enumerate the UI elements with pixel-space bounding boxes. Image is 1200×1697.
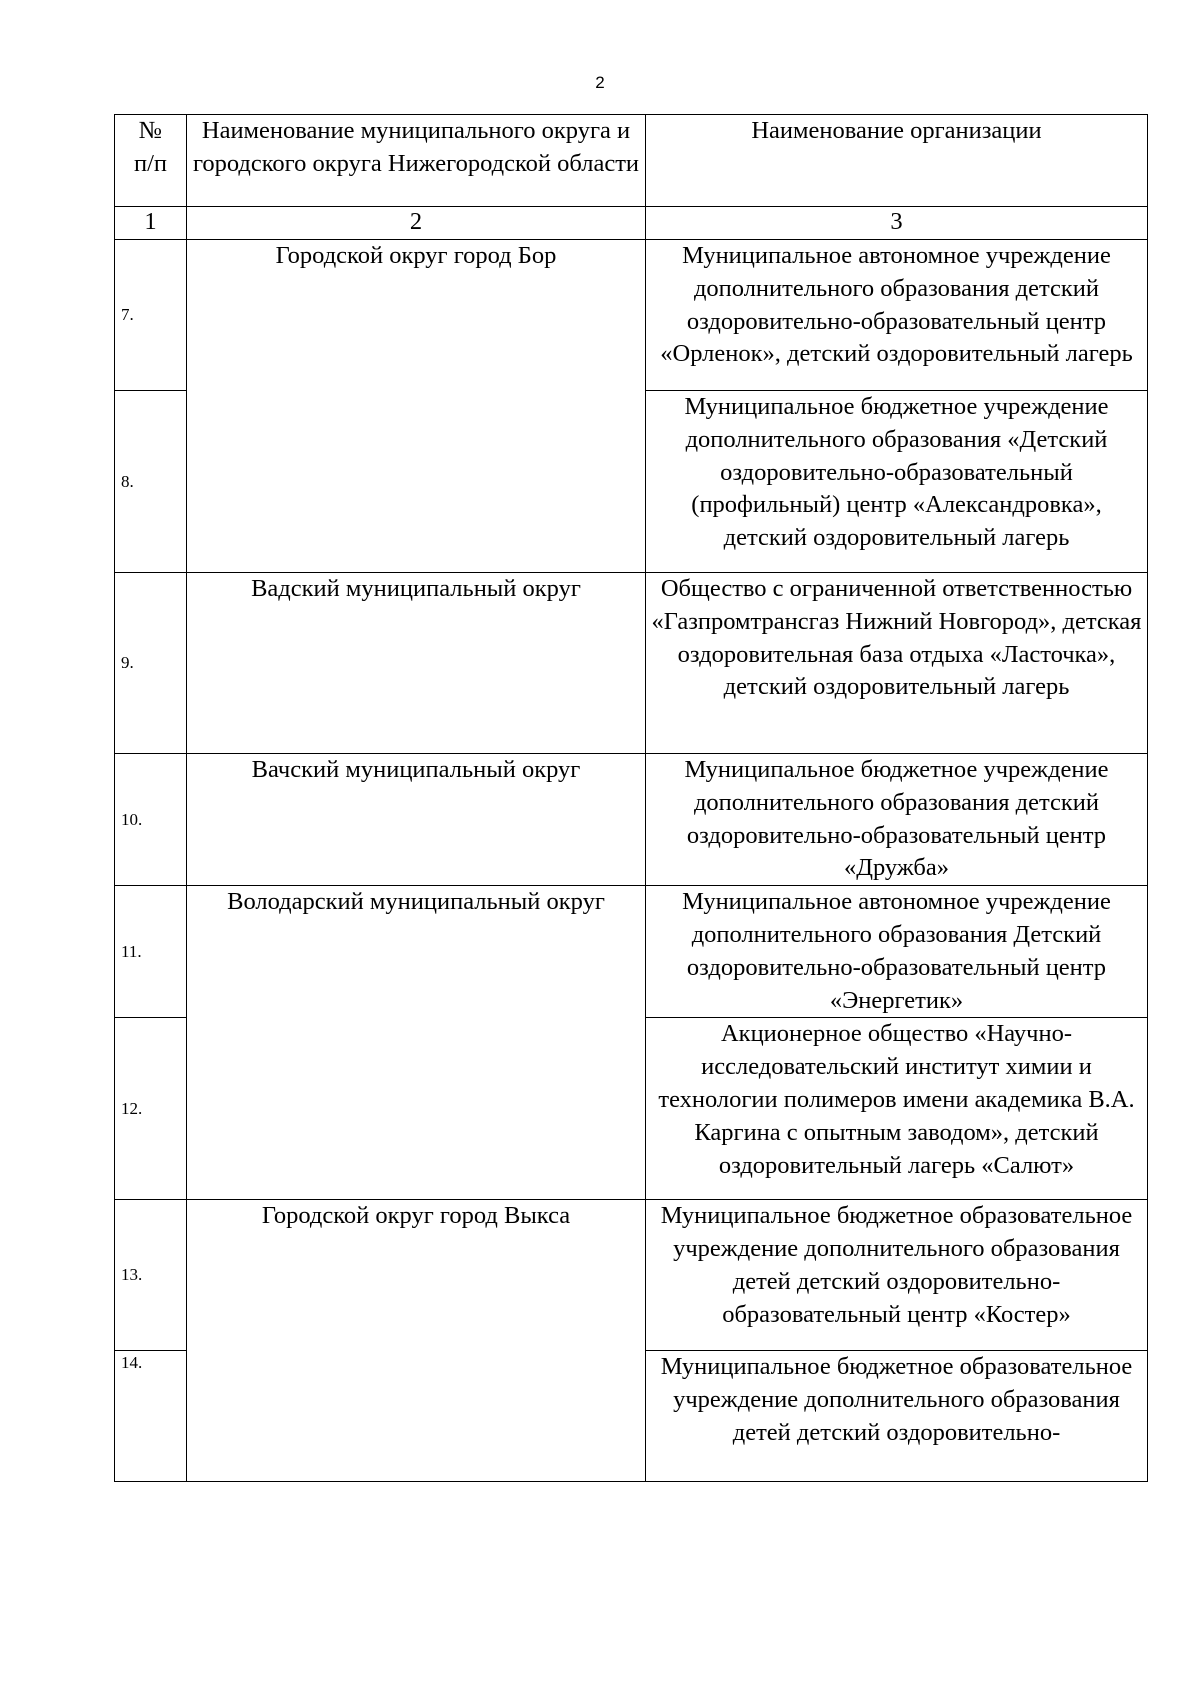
organization-cell: Акционерное общество «Научно-исследовательский институт химии и технологии полимеров имени академика В.А. Каргина с опытным заводом», детский оздоровительный лагерь «Салют» [646, 1018, 1148, 1200]
row-number: 10. [115, 754, 187, 886]
organization-cell: Муниципальное бюджетное учреждение дополнительного образования «Детский оздоровительно-образовательный (профильный) центр «Александровка», детский оздоровительный лагерь [646, 391, 1148, 573]
table-row [115, 240, 1148, 391]
table-row [115, 1200, 1148, 1351]
organization-cell: Муниципальное бюджетное образовательное учреждение дополнительного образования детей детский оздоровительно- [646, 1351, 1148, 1482]
header-number: № п/п [115, 115, 187, 207]
index-cell: 1 [115, 207, 187, 240]
page-number: 2 [595, 73, 605, 92]
row-number: 11. [115, 886, 187, 1018]
table-row [115, 754, 1148, 886]
table-row [115, 573, 1148, 754]
organization-cell: Общество с ограниченной ответственностью «Газпромтрансгаз Нижний Новгород», детская оздоровительная база отдыха «Ласточка», детский оздоровительный лагерь [646, 573, 1148, 754]
row-number: 12. [115, 1018, 187, 1200]
district-cell: Вадский муниципальный округ [187, 573, 646, 754]
camps-table [114, 114, 1148, 1482]
index-cell: 2 [187, 207, 646, 240]
row-number: 13. [115, 1200, 187, 1351]
row-number: 8. [115, 391, 187, 573]
table-row [115, 886, 1148, 1018]
table-index-row [115, 207, 1148, 240]
organization-cell: Муниципальное автономное учреждение дополнительного образования детский оздоровительно-образовательный центр «Орленок», детский оздоровительный лагерь [646, 240, 1148, 391]
district-cell: Вачский муниципальный округ [187, 754, 646, 886]
index-cell: 3 [646, 207, 1148, 240]
header-district: Наименование муниципального округа и городского округа Нижегородской области [187, 115, 646, 207]
table-header-row [115, 115, 1148, 207]
row-number: 9. [115, 573, 187, 754]
organization-cell: Муниципальное автономное учреждение дополнительного образования Детский оздоровительно-образовательный центр «Энергетик» [646, 886, 1148, 1018]
header-organization: Наименование организации [646, 115, 1148, 207]
row-number: 14. [115, 1351, 187, 1482]
row-number: 7. [115, 240, 187, 391]
district-cell: Володарский муниципальный округ [187, 886, 646, 1200]
organization-cell: Муниципальное бюджетное учреждение дополнительного образования детский оздоровительно-образовательный центр «Дружба» [646, 754, 1148, 886]
district-cell: Городской округ город Выкса [187, 1200, 646, 1482]
district-cell: Городской округ город Бор [187, 240, 646, 573]
organization-cell: Муниципальное бюджетное образовательное учреждение дополнительного образования детей детский оздоровительно-образовательный центр «Костер» [646, 1200, 1148, 1351]
